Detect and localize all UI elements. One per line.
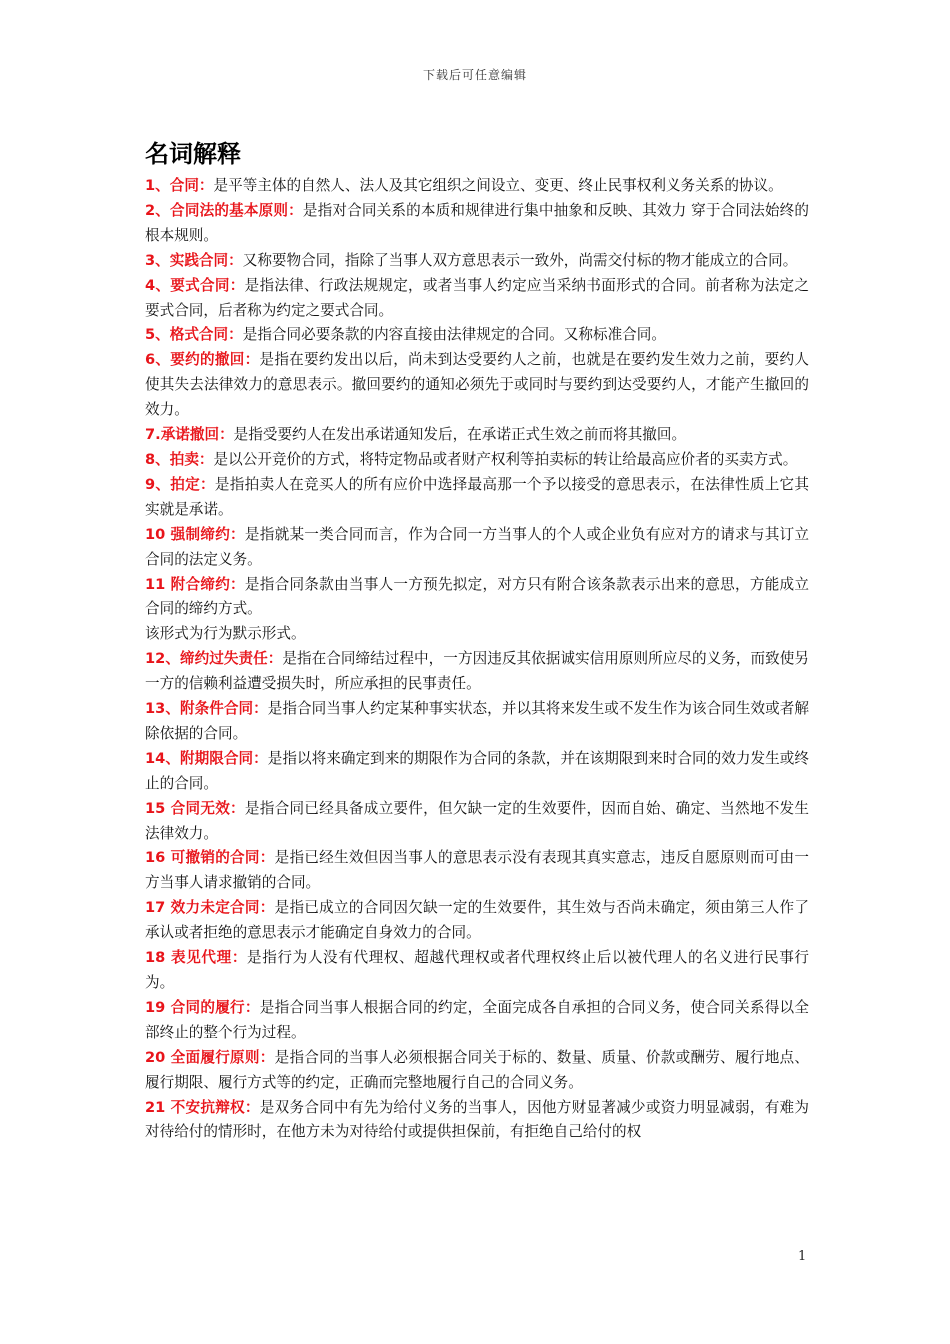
definition-term: 18 表见代理：: [145, 949, 248, 967]
definition-text: 是指已经生效但因当事人的意思表示没有表现其真实意志，违反自愿原则而可由一方当事人请求撤销的合同。: [145, 849, 809, 892]
definition-entry: [145, 996, 809, 1046]
definition-entry: [145, 946, 809, 996]
definition-term: 12、缔约过失责任：: [145, 650, 283, 668]
definition-term: 8、拍卖：: [145, 450, 214, 468]
definition-entry: [145, 896, 809, 946]
definition-term: 1、合同：: [145, 177, 214, 194]
definition-entry: [145, 323, 809, 348]
definition-term: 10 强制缔约：: [145, 525, 245, 543]
definition-entry: [145, 249, 809, 274]
definition-entry: [145, 423, 809, 448]
definition-text: 该形式为行为默示形式。: [145, 625, 306, 643]
definition-term: 5、格式合同：: [145, 326, 243, 344]
definition-term: 9、拍定：: [145, 475, 215, 493]
definition-text: 是指合同必要条款的内容直接由法律规定的合同。又称标准合同。: [242, 326, 666, 344]
document-title: 名词解释: [145, 140, 241, 168]
definition-entry: [145, 622, 809, 647]
page-number: 1: [798, 1249, 807, 1264]
definition-term: 4、要式合同：: [145, 276, 245, 294]
definition-text: 是指在要约发出以后，尚未到达受要约人之前，也就是在要约发生效力之前，要约人使其失去法律效力的意思表示。撤回要约的通知必须先于或同时与要约到达受要约人，才能产生撤回的效力。: [145, 351, 810, 419]
definition-entry: [145, 274, 809, 324]
definition-text: 是指合同当事人根据合同的约定，全面完成各自承担的合同义务，使合同关系得以全部终止的整个行为过程。: [145, 998, 809, 1041]
definition-text: 是指合同的当事人必须根据合同关于标的、数量、质量、价款或酬劳、履行地点、履行期限、履行方式等的约定，正确而完整地履行自己的合同义务。: [145, 1048, 809, 1091]
definition-entry: [145, 348, 809, 423]
definition-entry: [145, 647, 809, 697]
definition-term: 20 全面履行原则：: [145, 1048, 275, 1066]
definition-text: 是双务合同中有先为给付义务的当事人，因他方财显著减少或资力明显减弱，有难为对待给付的情形时，在他方未为对待给付或提供担保前，有拒绝自己给付的权: [145, 1098, 809, 1141]
definition-text: 是指在合同缔结过程中，一方因违反其依据诚实信用原则所应尽的义务，而致使另一方的信赖利益遭受损失时，所应承担的民事责任。: [145, 650, 809, 693]
definition-text: 是平等主体的自然人、法人及其它组织之间设立、变更、终止民事权利义务关系的协议。: [213, 177, 783, 194]
definition-term: 17 效力未定合同：: [145, 899, 275, 917]
definition-text: 是指对合同关系的本质和规律进行集中抽象和反映、其效力 穿于合同法始终的根本规则。: [145, 201, 809, 244]
definition-entry: [145, 448, 809, 473]
definition-entry: [145, 199, 809, 249]
definition-term: 21 不安抗辩权：: [145, 1098, 260, 1116]
definition-term: 15 合同无效：: [145, 799, 245, 817]
definition-text: 是指受要约人在发出承诺通知发后，在承诺正式生效之前而将其撤回。: [233, 426, 687, 444]
definition-entry: [145, 174, 809, 199]
definition-entry: [145, 797, 809, 847]
definition-entry: [145, 573, 809, 623]
definition-entry: [145, 846, 809, 896]
definition-text: 又称要物合同，指除了当事人双方意思表示一致外，尚需交付标的物才能成立的合同。: [242, 251, 798, 269]
definition-text: 是指法律、行政法规规定，或者当事人约定应当采纳书面形式的合同。前者称为法定之要式合同，后者称为约定之要式合同。: [145, 276, 810, 319]
definition-text: 是指以将来确定到来的期限作为合同的条款，并在该期限到来时合同的效力发生或终止的合同。: [145, 749, 809, 792]
definition-term: 14、附期限合同：: [145, 749, 268, 767]
definition-term: 13、附条件合同：: [145, 700, 268, 718]
definition-entry: [145, 473, 809, 523]
definition-entry: [145, 1096, 809, 1146]
definition-term: 19 合同的履行：: [145, 998, 260, 1016]
definition-term: 11 附合缔约：: [145, 575, 245, 593]
definition-entry: [145, 1046, 809, 1096]
definition-term: 2、合同法的基本原则：: [145, 201, 303, 219]
definition-text: 是指合同当事人约定某种事实状态，并以其将来发生或不发生作为该合同生效或者解除依据的合同。: [145, 700, 809, 742]
definition-text: 是指合同已经具备成立要件，但欠缺一定的生效要件，因而自始、确定、当然地不发生法律效力。: [145, 799, 809, 842]
definition-text: 是指拍卖人在竞买人的所有应价中选择最高那一个予以接受的意思表示，在法律性质上它其实就是承诺。: [145, 475, 810, 518]
definition-text: 是指就某一类合同而言，作为合同一方当事人的个人或企业负有应对方的请求与其订立合同的法定义务。: [145, 525, 809, 568]
definition-entry: [145, 697, 809, 747]
definition-term: 6、要约的撤回：: [145, 351, 260, 369]
definition-entry: [145, 747, 809, 797]
definition-entry: [145, 523, 809, 573]
definition-text: 是指已成立的合同因欠缺一定的生效要件，其生效与否尚未确定，须由第三人作了承认或者拒绝的意思表示才能确定自身效力的合同。: [145, 899, 809, 942]
definition-text: 是以公开竞价的方式，将特定物品或者财产权利等拍卖标的转让给最高应价者的买卖方式。: [213, 450, 798, 468]
definition-term: 7.承诺撤回：: [145, 426, 234, 444]
definition-term: 3、实践合同：: [145, 251, 243, 269]
definition-text: 是指行为人没有代理权、超越代理权或者代理权终止后以被代理人的名义进行民事行为。: [145, 949, 809, 991]
definition-list: [145, 174, 809, 1145]
page-header: 下载后可任意编辑: [422, 68, 527, 82]
definition-text: 是指合同条款由当事人一方预先拟定，对方只有附合该条款表示出来的意思，方能成立合同的缔约方式。: [145, 575, 809, 618]
definition-term: 16 可撤销的合同：: [145, 849, 275, 867]
